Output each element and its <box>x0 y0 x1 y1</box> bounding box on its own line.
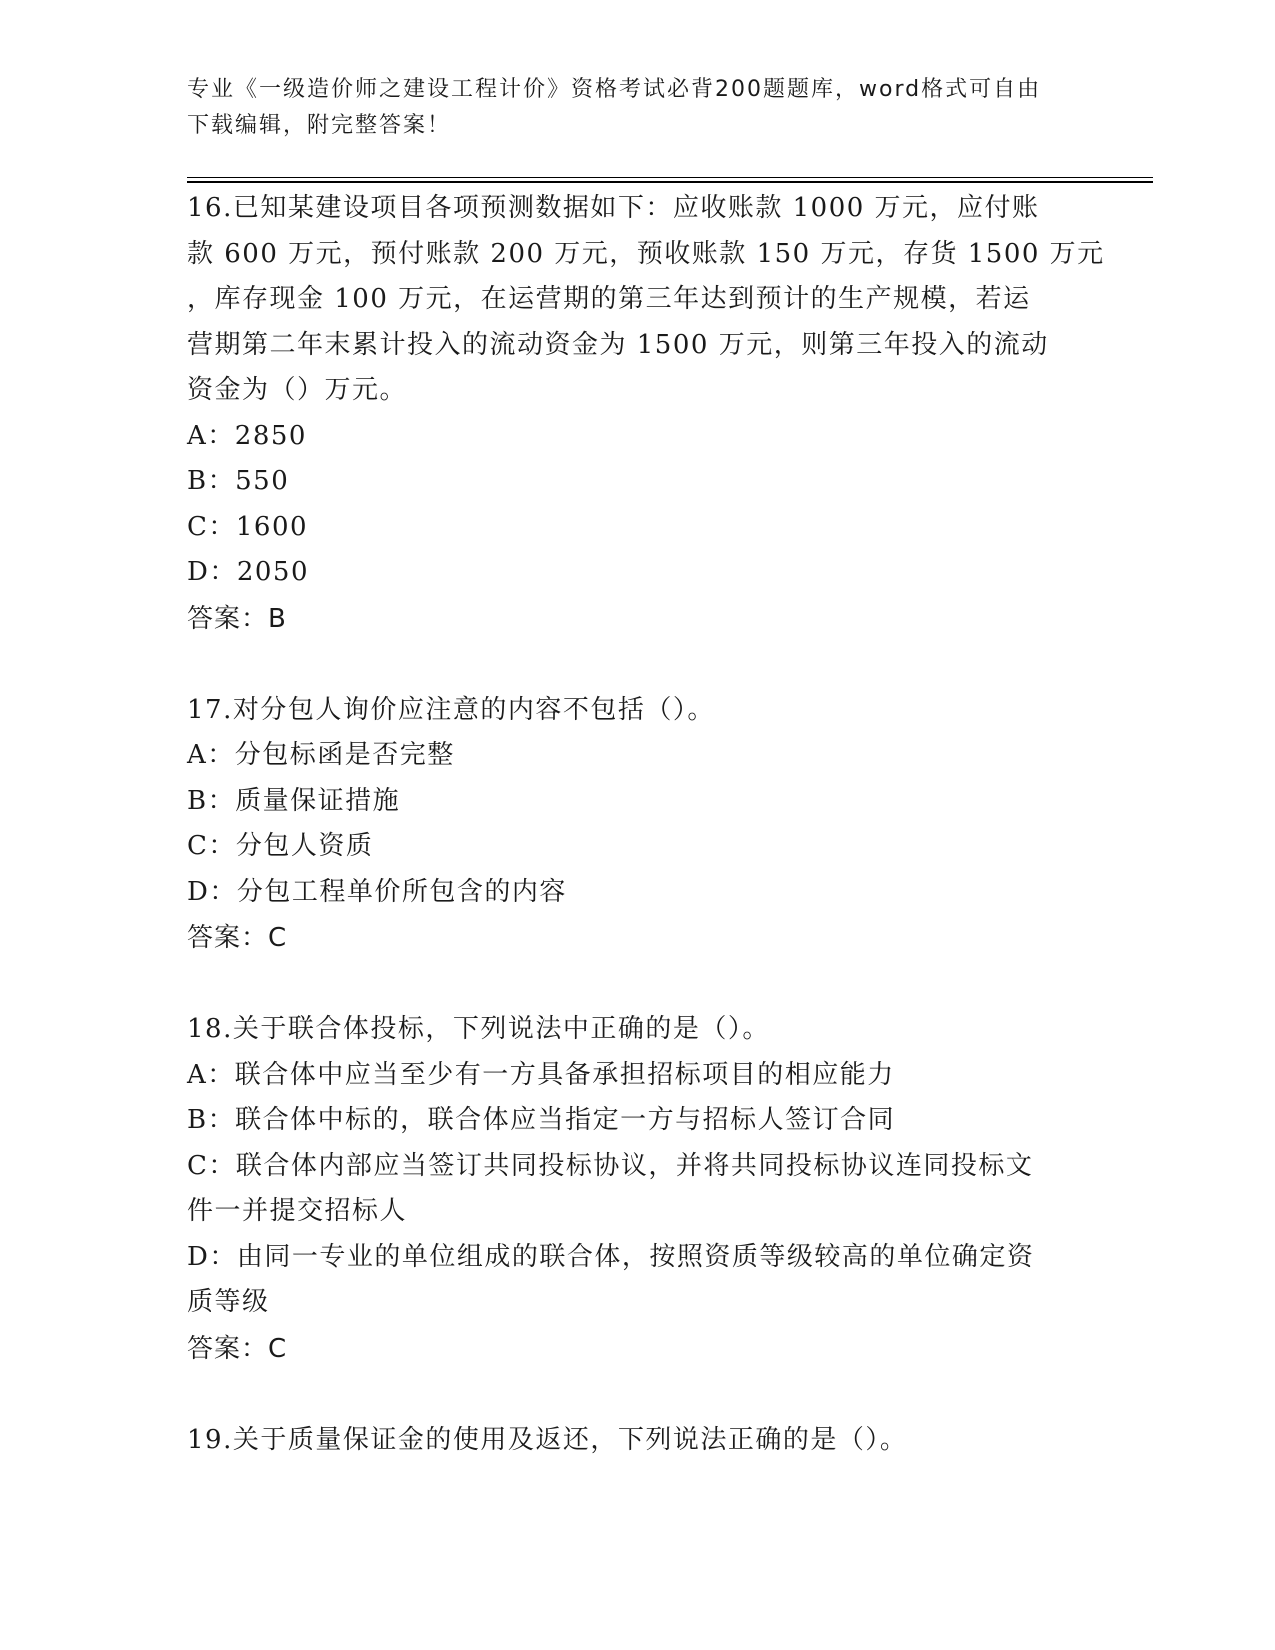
option-line: 件一并提交招标人 <box>187 1196 408 1226</box>
question-17 <box>187 688 1077 962</box>
header-divider-thick <box>187 181 1153 183</box>
option-c: C：分包人资质 <box>187 831 374 861</box>
option-a: A：联合体中应当至少有一方具备承担招标项目的相应能力 <box>187 1059 895 1090</box>
option-b: B：联合体中标的，联合体应当指定一方与招标人签订合同 <box>187 1105 896 1135</box>
option-b: B：550 <box>187 466 290 496</box>
header-line-1: 专业《一级造价师之建设工程计价》资格考试必背200题题库，word格式可自由 <box>187 77 1042 102</box>
stem-line: 营期第二年末累计投入的流动资金为 1500 万元，则第三年投入的流动 <box>187 329 1049 360</box>
answer-label: 答案：C <box>187 923 288 953</box>
stem-line: 17.对分包人询价应注意的内容不包括（）。 <box>187 694 715 725</box>
option-d <box>187 1235 1077 1326</box>
question-19 <box>187 1418 1077 1464</box>
option-c: C：1600 <box>187 511 309 542</box>
option-line: D：由同一专业的单位组成的联合体，按照资质等级较高的单位确定资 <box>187 1241 1035 1272</box>
option-a: A：2850 <box>187 420 307 451</box>
question-spacer <box>187 642 1077 688</box>
stem-line: 19.关于质量保证金的使用及返还，下列说法正确的是（）。 <box>187 1424 908 1455</box>
question-list <box>187 186 1105 1463</box>
option-d: D：分包工程单价所包含的内容 <box>187 876 567 907</box>
option-a: A：分包标函是否完整 <box>187 740 455 770</box>
question-stem <box>187 1418 1077 1464</box>
option-c <box>187 1144 1077 1235</box>
stem-line: 16.已知某建设项目各项预测数据如下：应收账款 1000 万元，应付账 <box>187 193 1040 223</box>
stem-line: 款 600 万元，预付账款 200 万元，预收账款 150 万元，存货 1500 万元 <box>187 238 1105 269</box>
option-d: D：2050 <box>187 557 310 587</box>
stem-line: ，库存现金 100 万元，在运营期的第三年达到预计的生产规模，若运 <box>187 284 1031 314</box>
question-spacer <box>187 961 1077 1007</box>
question-16 <box>187 186 1105 642</box>
answer-label: 答案：B <box>187 603 287 634</box>
option-line: 质等级 <box>187 1287 270 1317</box>
header-divider-thin <box>187 177 1153 178</box>
option-b: B：质量保证措施 <box>187 785 401 816</box>
question-stem <box>187 186 1105 414</box>
stem-line: 18.关于联合体投标，下列说法中正确的是（）。 <box>187 1014 770 1044</box>
option-line: C：联合体内部应当签订共同投标协议，并将共同投标协议连同投标文 <box>187 1150 1034 1181</box>
stem-line: 资金为（）万元。 <box>187 375 408 405</box>
question-stem <box>187 688 1077 734</box>
document-header <box>187 72 1067 144</box>
question-18 <box>187 1007 1077 1372</box>
question-spacer <box>187 1372 1077 1418</box>
header-line-2: 下载编辑，附完整答案！ <box>187 113 452 138</box>
answer-label: 答案：C <box>187 1333 288 1364</box>
question-stem <box>187 1007 1077 1053</box>
